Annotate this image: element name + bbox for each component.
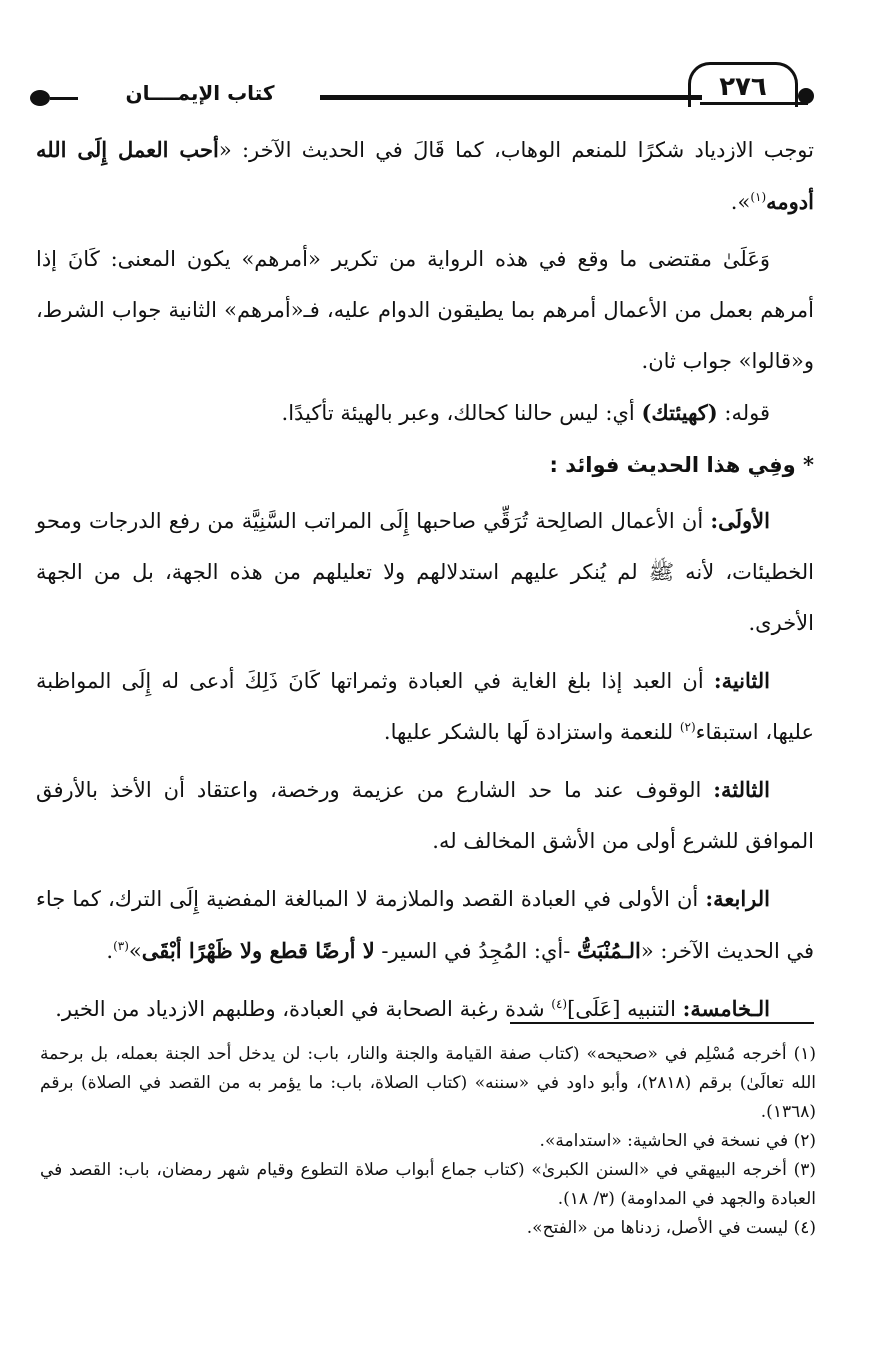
paragraph-3-text: أي: ليس حالنا كحالك، وعبر بالهيئة تأكيدًا. bbox=[281, 401, 642, 425]
paragraph-1 bbox=[36, 124, 814, 228]
paragraph-1-text: توجب الازدياد شكرًا للمنعم الوهاب، كما قَالَ في الحديث الآخر: « bbox=[218, 138, 814, 162]
footnote-1: (١) أخرجه مُسْلِم في «صحيحه» (كتاب صفة القيامة والجنة والنار، باب: لن يدخل أحد الجنة بعمله، بل برحمة الله تعالَىٰ) برقم (٢٨١٨)، وأبو داود في «سننه» (كتاب الصلاة، باب: ما يؤمر به من القصد في الصلاة) برقم (١٣٦٨). bbox=[40, 1044, 816, 1122]
footnote-3: (٣) أخرجه البيهقي في «السنن الكبرىٰ» (كتاب جماع أبواب صلاة التطوع وقيام شهر رمضان، باب: القصد في العبادة والجهد في المداومة) (٣/ ١٨). bbox=[40, 1160, 816, 1209]
header-ornament-line-left bbox=[50, 97, 78, 100]
footnote-ref-1[interactable]: (١) bbox=[750, 190, 767, 204]
benefit-5-text-end: شدة رغبة الصحابة في العبادة، وطلبهم الازدياد من الخير. bbox=[55, 997, 552, 1021]
header-rule bbox=[320, 95, 702, 100]
hadith-quote-2a: الـمُنْبَتُّ bbox=[577, 938, 641, 963]
book-title: كتاب الإيمــــان bbox=[125, 81, 275, 105]
main-text bbox=[36, 124, 814, 1035]
benefit-1 bbox=[36, 495, 814, 649]
benefit-1-label: الأولَى: bbox=[710, 508, 770, 533]
header-ornament-dot-right bbox=[798, 88, 814, 104]
benefit-4-gloss: -أي: المُجِدُ في السير- bbox=[374, 939, 578, 963]
benefit-3-text: الوقوف عند ما حد الشارع من عزيمة ورخصة، واعتقاد أن الأخذ بالأرفق الموافق للشرع أولى من الأشق المخالف له. bbox=[36, 778, 814, 853]
hadith-quote-2b: لا أرضًا قطع ولا ظَهْرًا أبْقَى bbox=[141, 938, 375, 963]
footnote-ref-4[interactable]: (٤) bbox=[551, 997, 568, 1011]
footnote-4: (٤) ليست في الأصل، زدناها من «الفتح». bbox=[526, 1218, 816, 1238]
paragraph-3 bbox=[36, 387, 814, 439]
benefit-1-text: أن الأعمال الصالِحة تُرَقِّي صاحبها إِلَى المراتب السَّنِيَّة من رفع الدرجات ومحو الخطيئات، لأنه ﷺ لم يُنكر عليهم استدلالهم ولا تعليلهم من هذه الجهة، بل من الجهة الأخرى. bbox=[36, 509, 814, 635]
benefit-5 bbox=[36, 983, 814, 1035]
benefit-4-label: الرابعة: bbox=[705, 886, 770, 911]
benefit-2-label: الثانية: bbox=[713, 668, 770, 693]
benefit-2 bbox=[36, 655, 814, 758]
benefit-5-text: التنبيه [عَلَى] bbox=[567, 997, 683, 1021]
page-header bbox=[30, 62, 820, 122]
hadith-quote-1: أحب العمل إِلَى الله أدومه bbox=[36, 137, 814, 214]
benefit-3-label: الثالثة: bbox=[713, 777, 770, 802]
benefits-heading bbox=[36, 439, 814, 491]
benefit-2-text: أن العبد إذا بلغ الغاية في العبادة وثمراتها كَانَ ذَلِكَ أدعى له إِلَى المواظبة عليها، استبقاء bbox=[36, 669, 814, 744]
benefit-4 bbox=[36, 873, 814, 977]
benefit-5-label: الـخامسة: bbox=[682, 996, 770, 1021]
footnote-ref-2[interactable]: (٢) bbox=[679, 720, 696, 734]
footnote-separator bbox=[510, 1022, 814, 1024]
header-ornament-dot-left bbox=[30, 90, 50, 106]
benefit-4-end: . bbox=[106, 939, 114, 963]
footnote-ref-3[interactable]: (٣) bbox=[113, 939, 129, 953]
page-number: ٢٧٦ bbox=[688, 62, 798, 107]
benefit-2-text-end: للنعمة واستزادة لَها بالشكر عليها. bbox=[383, 720, 680, 744]
paragraph-3-intro: قوله: bbox=[717, 401, 770, 425]
benefit-4-close-quote: » bbox=[128, 939, 142, 963]
benefits-heading-text: وفِي هذا الحديث فوائد : bbox=[549, 453, 804, 477]
quoted-phrase: (كهيئتك) bbox=[641, 400, 718, 425]
benefit-4-text: أن الأولى في العبادة القصد والملازمة لا المبالغة المفضية إِلَى الترك، كما جاء في الحديث الآخر: « bbox=[36, 887, 814, 963]
benefit-3 bbox=[36, 764, 814, 867]
paragraph-1-end: ». bbox=[730, 190, 751, 214]
paragraph-2: وَعَلَىٰ مقتضى ما وقع في هذه الرواية من تكرير «أمرهم» يكون المعنى: كَانَ إذا أمرهم بعمل من الأعمال أمرهم بما يطيقون الدوام عليه، فـ«أمرهم» الثانية جواب الشرط، و«قالوا» جواب ثان. bbox=[36, 247, 814, 373]
footnotes bbox=[40, 1040, 816, 1243]
star-icon: * bbox=[803, 452, 814, 477]
footnote-2: (٢) في نسخة في الحاشية: «استدامة». bbox=[539, 1131, 816, 1151]
